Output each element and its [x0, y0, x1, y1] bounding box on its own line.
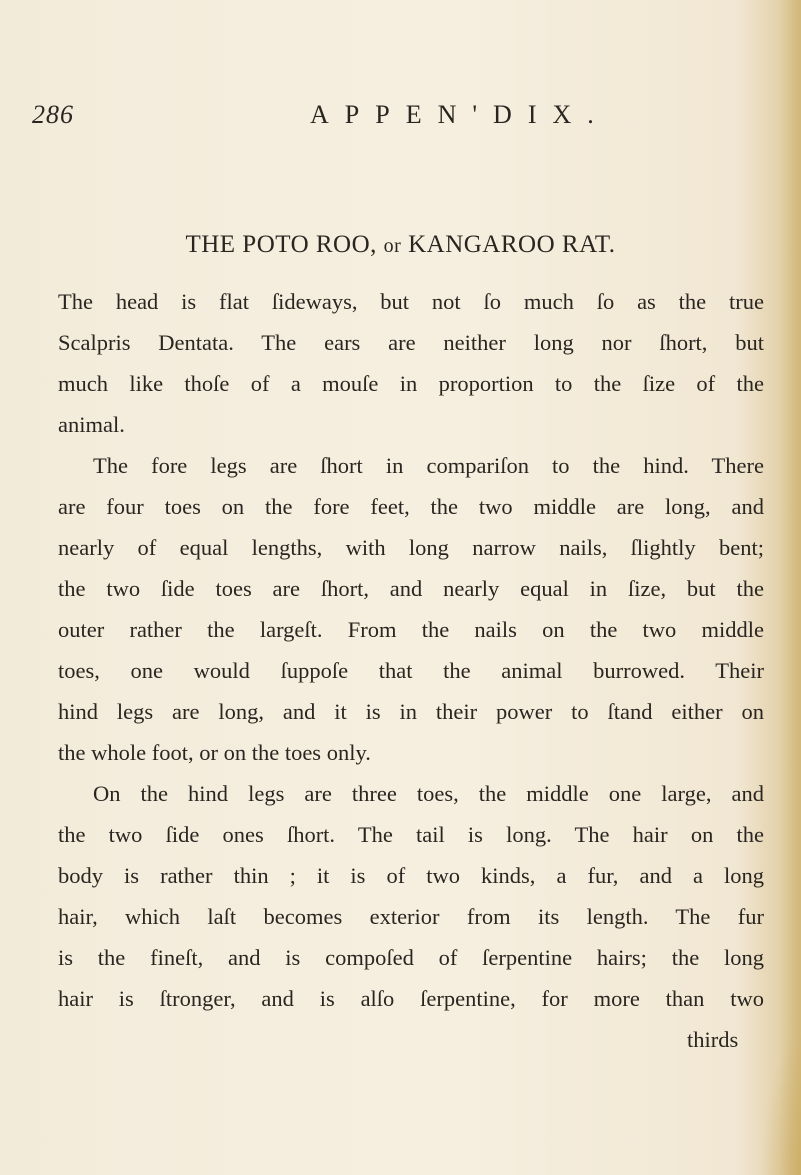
- title-part-3: KANGAROO RAT.: [408, 231, 616, 258]
- text-line: body is rather thin ; it is of two kinds, a fur, and a long: [58, 863, 764, 888]
- text-line: The fore legs are ſhort in compariſon to the hind. There: [93, 453, 764, 478]
- text-line: The head is flat ſideways, but not ſo much ſo as the true: [58, 289, 764, 314]
- text-line: outer rather the largeſt. From the nails on the two middle: [58, 617, 764, 642]
- text-line: animal.: [58, 412, 125, 437]
- text-line: hair, which laſt becomes exterior from its length. The fur: [58, 904, 764, 929]
- corner-stain: [761, 1035, 801, 1175]
- text-line: much like thoſe of a mouſe in proportion to the ſize of the: [58, 371, 764, 396]
- catchword: thirds: [687, 1027, 739, 1052]
- text-line: the whole foot, or on the toes only.: [58, 740, 371, 765]
- page-edge-stain: [779, 0, 801, 1175]
- running-head: APPEN'DIX.: [310, 100, 610, 129]
- title-part-1: THE POTO ROO,: [185, 231, 377, 258]
- text-line: are four toes on the fore feet, the two middle are long, and: [58, 494, 764, 519]
- text-line: On the hind legs are three toes, the middle one large, and: [93, 781, 764, 806]
- section-title: [0, 231, 801, 259]
- text-line: toes, one would ſuppoſe that the animal burrowed. Their: [58, 658, 764, 683]
- text-line: nearly of equal lengths, with long narrow nails, ſlightly bent;: [58, 535, 764, 560]
- text-line: Scalpris Dentata. The ears are neither long nor ſhort, but: [58, 330, 764, 355]
- text-line: hind legs are long, and it is in their power to ſtand either on: [58, 699, 764, 724]
- page-number: 286: [32, 100, 74, 129]
- text-line: hair is ſtronger, and is alſo ſerpentine, for more than two: [58, 986, 764, 1011]
- text-line: the two ſide toes are ſhort, and nearly equal in ſize, but the: [58, 576, 764, 601]
- title-part-2: or: [383, 235, 402, 257]
- text-line: is the fineſt, and is compoſed of ſerpentine hairs; the long: [58, 945, 764, 970]
- text-line: the two ſide ones ſhort. The tail is long. The hair on the: [58, 822, 764, 847]
